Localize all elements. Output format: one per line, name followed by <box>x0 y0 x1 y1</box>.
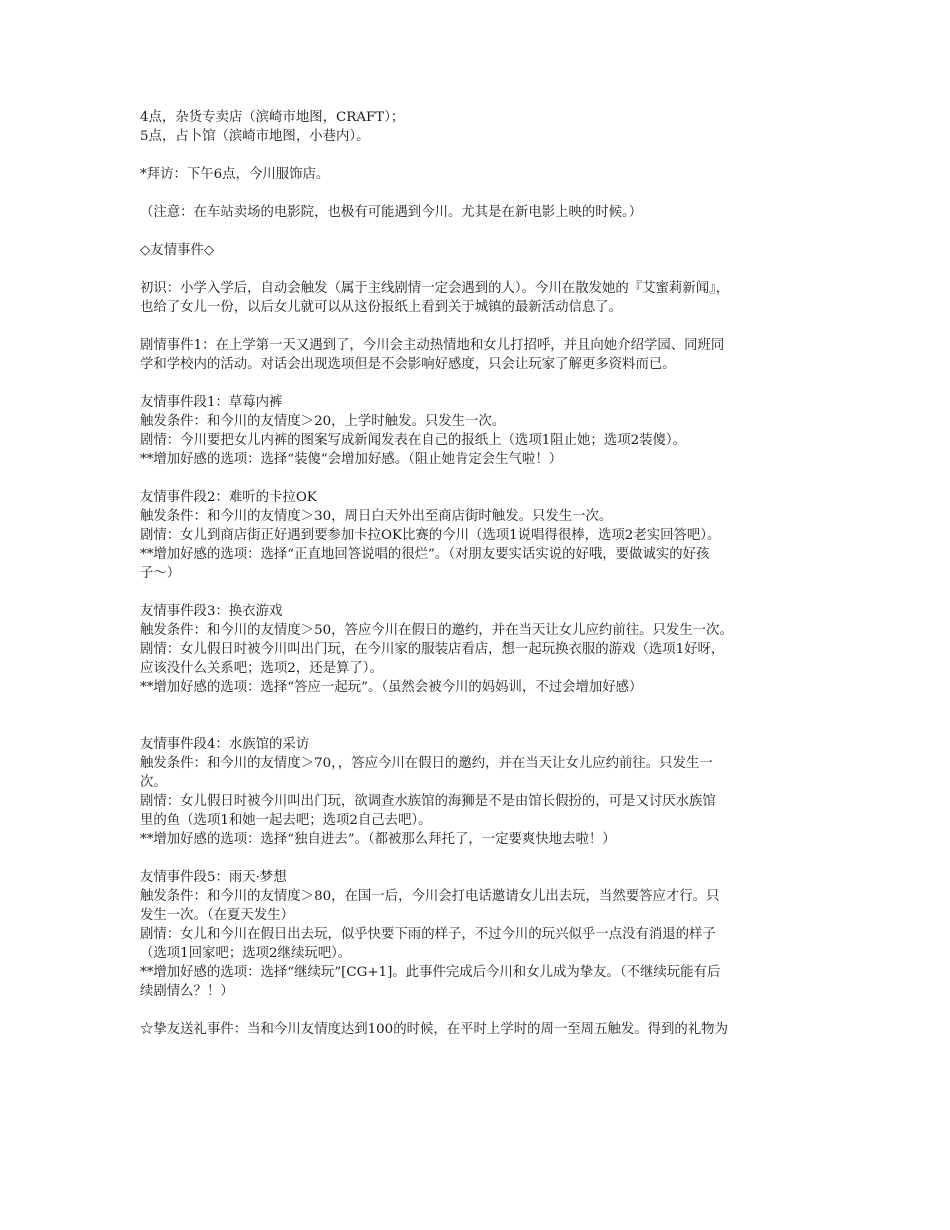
text-line: **增加好感的选项：选择“独自进去”。（都被那么拜托了，一定要爽快地去啦！） <box>140 832 616 847</box>
text-line: **增加好感的选项：选择“继续玩”[CG+1]。此事件完成后今川和女儿成为挚友。（不继续玩能有后 <box>140 965 721 980</box>
text-line: 初识：小学入学后，自动会触发（属于主线剧情一定会遇到的人）。今川在散发她的『艾蜜莉新闻』， <box>140 281 730 296</box>
paragraph-gap <box>140 222 820 241</box>
section-heading: ◇友情事件◇ <box>140 243 215 258</box>
text-line: *拜访：下午6点，今川服饰店。 <box>140 167 330 182</box>
text-line: 剧情：女儿和今川在假日出去玩，似乎快要下雨的样子，不过今川的玩兴似乎一点没有消退的样子 <box>140 927 716 942</box>
text-line: 触发条件：和今川的友情度＞20，上学时触发。只发生一次。 <box>140 414 506 429</box>
text-line: 也给了女儿一份，以后女儿就可以从这份报纸上看到关于城镇的最新活动信息了。 <box>140 300 623 315</box>
text-line: 触发条件：和今川的友情度＞70，，答应今川在假日的邀约，并在当天让女儿应约前往。只发生一 <box>140 756 713 771</box>
text-line: 发生一次。（在夏天发生） <box>140 908 294 923</box>
event-title: 友情事件段5：雨天·梦想 <box>140 870 287 885</box>
text-line: 触发条件：和今川的友情度＞80，在国一后，今川会打电话邀请女儿出去玩，当然要答应才行。只 <box>140 889 720 904</box>
paragraph-gap <box>140 260 820 279</box>
paragraph-gap <box>140 317 820 336</box>
paragraph-gap <box>140 184 820 203</box>
text-line: **增加好感的选项：选择“正直地回答说唱的很烂”。（对朋友要实话实说的好哦，要做诚实的好孩 <box>140 547 710 562</box>
text-line: 剧情：今川要把女儿内裤的图案写成新闻发表在自己的报纸上（选项1阻止她；选项2装傻）。 <box>140 433 686 448</box>
text-line: **增加好感的选项：选择“答应一起玩”。（虽然会被今川的妈妈训，不过会增加好感） <box>140 680 643 695</box>
text-line: 子～） <box>140 566 181 581</box>
text-line: 4点，杂货专卖店（滨崎市地图，CRAFT）； <box>140 110 405 125</box>
text-line: 剧情：女儿假日时被今川叫出门玩，在今川家的服装店看店，想一起玩换衣服的游戏（选项1好呀， <box>140 642 725 657</box>
text-line: （注意：在车站卖场的电影院，也极有可能遇到今川。尤其是在新电影上映的时候。） <box>140 205 643 220</box>
text-line: 剧情：女儿假日时被今川叫出门玩，欲调查水族馆的海狮是不是由馆长假扮的，可是又讨厌水族馆 <box>140 794 716 809</box>
text-line: **增加好感的选项：选择“装傻”会增加好感。（阻止她肯定会生气啦！） <box>140 452 563 467</box>
event-title: 友情事件段2：难听的卡拉OK <box>140 490 317 505</box>
paragraph-gap <box>140 374 820 393</box>
text-line: ☆挚友送礼事件：当和今川友情度达到100的时候，在平时上学时的周一至周五触发。得到的礼物为 <box>140 1022 728 1037</box>
paragraph-gap <box>140 697 820 735</box>
text-line: 剧情：女儿到商店街正好遇到要参加卡拉OK比赛的今川（选项1说唱得很棒，选项2老实回答吧）。 <box>140 528 721 543</box>
text-line: 触发条件：和今川的友情度＞30，周日白天外出至商店街时触发。只发生一次。 <box>140 509 613 524</box>
text-line: 触发条件：和今川的友情度＞50，答应今川在假日的邀约，并在当天让女儿应约前往。只发生一次。 <box>140 623 733 638</box>
paragraph-gap <box>140 1001 820 1020</box>
text-line: 应该没什么关系吧；选项2，还是算了）。 <box>140 661 383 676</box>
event-title: 友情事件段4：水族馆的采访 <box>140 737 310 752</box>
text-line: 次。 <box>140 775 167 790</box>
paragraph-gap <box>140 849 820 868</box>
text-line: 续剧情么？！） <box>140 984 234 999</box>
event-title: 友情事件段1：草莓内裤 <box>140 395 283 410</box>
text-line: （选项1回家吧；选项2继续玩吧）。 <box>140 946 352 961</box>
paragraph-gap <box>140 146 820 165</box>
text-line: 剧情事件1：在上学第一天又遇到了，今川会主动热情地和女儿打招呼，并且向她介绍学园、同班同 <box>140 338 725 353</box>
text-line: 里的鱼（选项1和她一起去吧；选项2自己去吧）。 <box>140 813 432 828</box>
document-body <box>140 108 820 1039</box>
paragraph-gap <box>140 469 820 488</box>
paragraph-gap <box>140 583 820 602</box>
text-line: 5点，占卜馆（滨崎市地图，小巷内）。 <box>140 129 370 144</box>
text-line: 学和学校内的活动。对话会出现选项但是不会影响好感度，只会让玩家了解更多资料而已。 <box>140 357 676 372</box>
event-title: 友情事件段3：换衣游戏 <box>140 604 283 619</box>
